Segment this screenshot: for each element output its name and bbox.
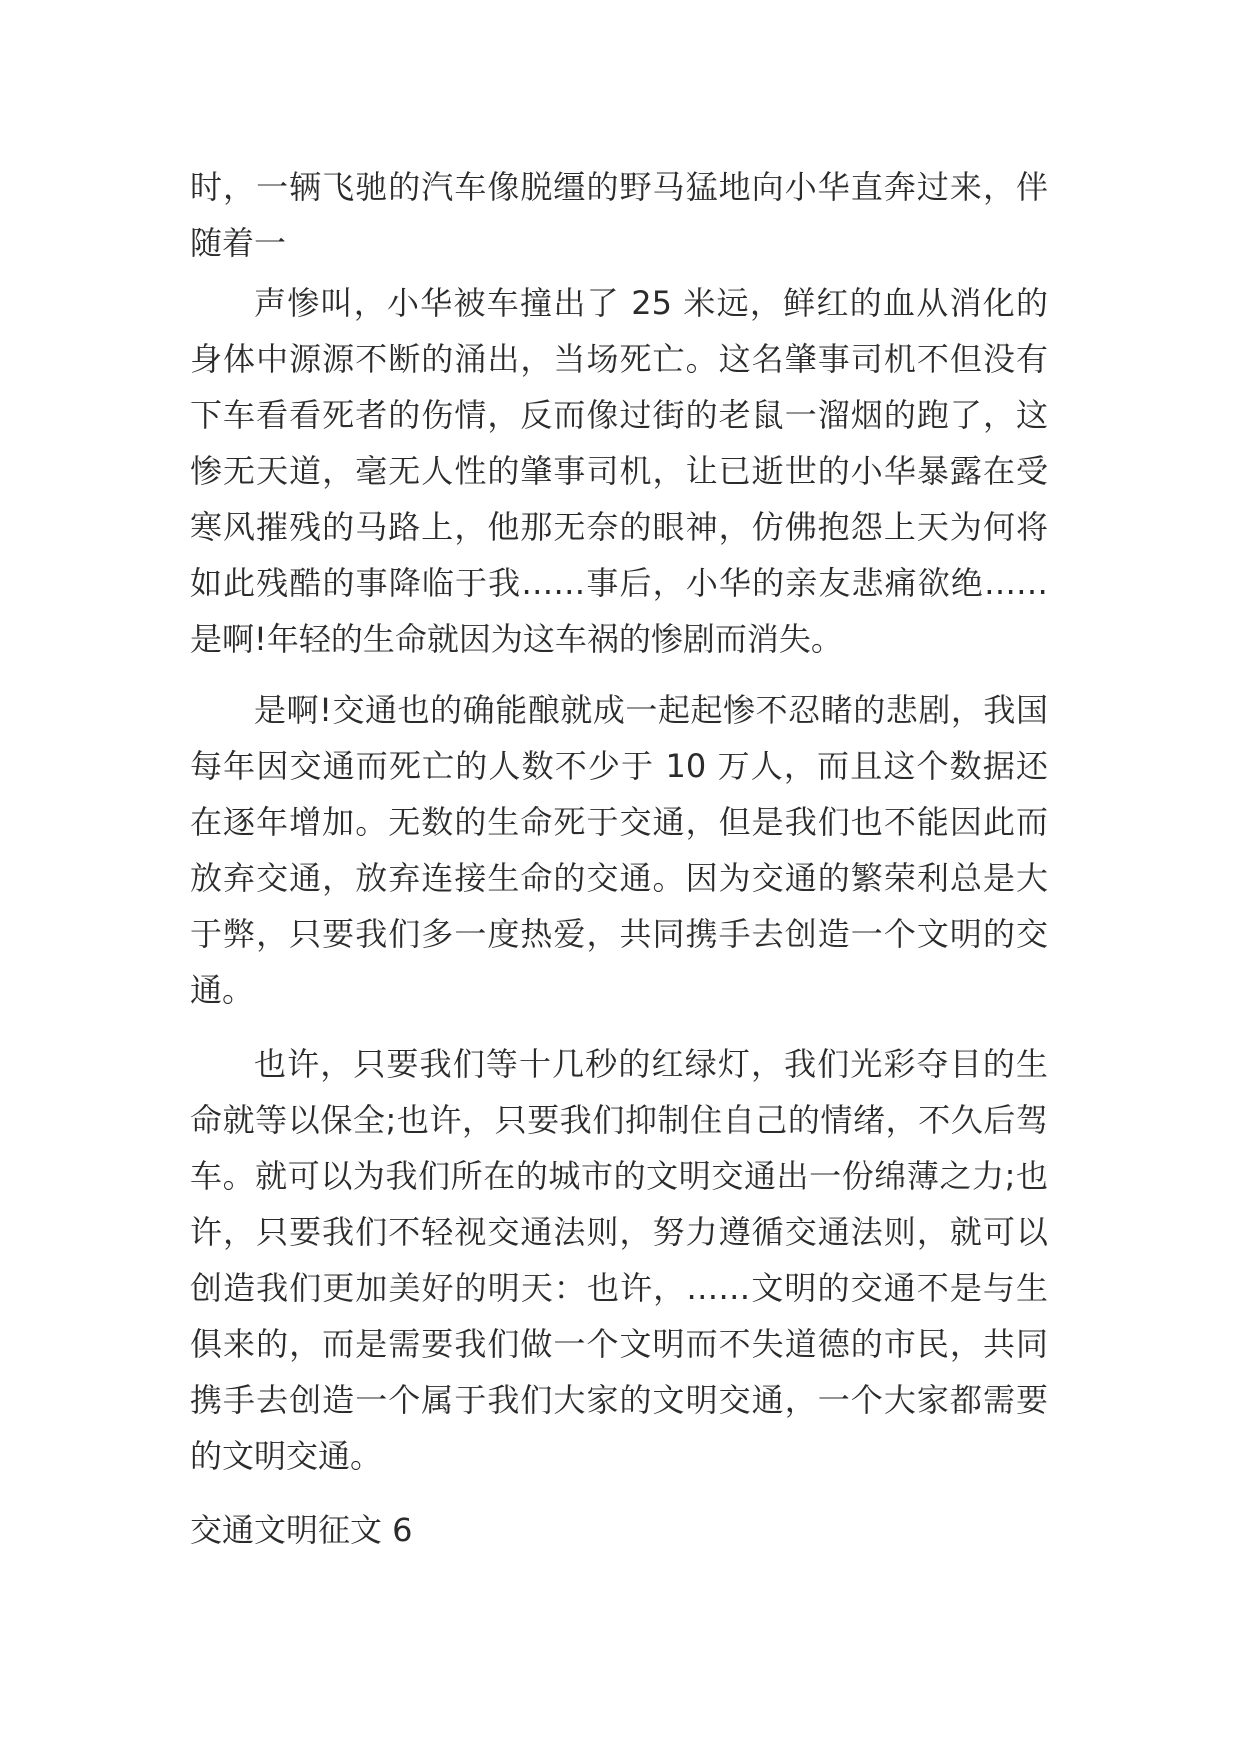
paragraph-text: 声惨叫，小华被车撞出了 25 米远，鲜红的血从消化的身体中源源不断的涌出，当场死亡。这名肇事司机不但没有下车看看死者的伤情，反而像过街的老鼠一溜烟的跑了，这惨无天道，毫无人性的肇事司机，让已逝世的小华暴露在受寒风摧残的马路上，他那无奈的眼神，仿佛抱怨上天为何将如此残酷的事降临于我……事后，小华的亲友悲痛欲绝……是啊!年轻的生命就因为这车祸的惨剧而消失。 [190,284,1048,658]
paragraph-accident [190,275,1048,667]
paragraph-continuation [190,159,1048,271]
paragraph-text: 时，一辆飞驰的汽车像脱缰的野马猛地向小华直奔过来，伴随着一 [190,168,1048,262]
paragraph-text: 是啊!交通也的确能酿就成一起起惨不忍睹的悲剧，我国每年因交通而死亡的人数不少于 10 万人，而且这个数据还在逐年增加。无数的生命死于交通，但是我们也不能因此而放弃交通，放弃连接生命的交通。因为交通的繁荣利总是大于弊，只要我们多一度热爱，共同携手去创造一个文明的交通。 [190,691,1048,1009]
section-heading: 交通文明征文 6 [190,1511,413,1549]
paragraph-text: 也许，只要我们等十几秒的红绿灯，我们光彩夺目的生命就等以保全;也许，只要我们抑制住自己的情绪，不久后驾车。就可以为我们所在的城市的文明交通出一份绵薄之力;也许，只要我们不轻视交通法则，努力遵循交通法则，就可以创造我们更加美好的明天：也许，……文明的交通不是与生俱来的，而是需要我们做一个文明而不失道德的市民，共同携手去创造一个属于我们大家的文明交通，一个大家都需要的文明交通。 [190,1045,1048,1475]
paragraph-statistics [190,682,1048,1018]
paragraph-conclusion [190,1036,1048,1484]
